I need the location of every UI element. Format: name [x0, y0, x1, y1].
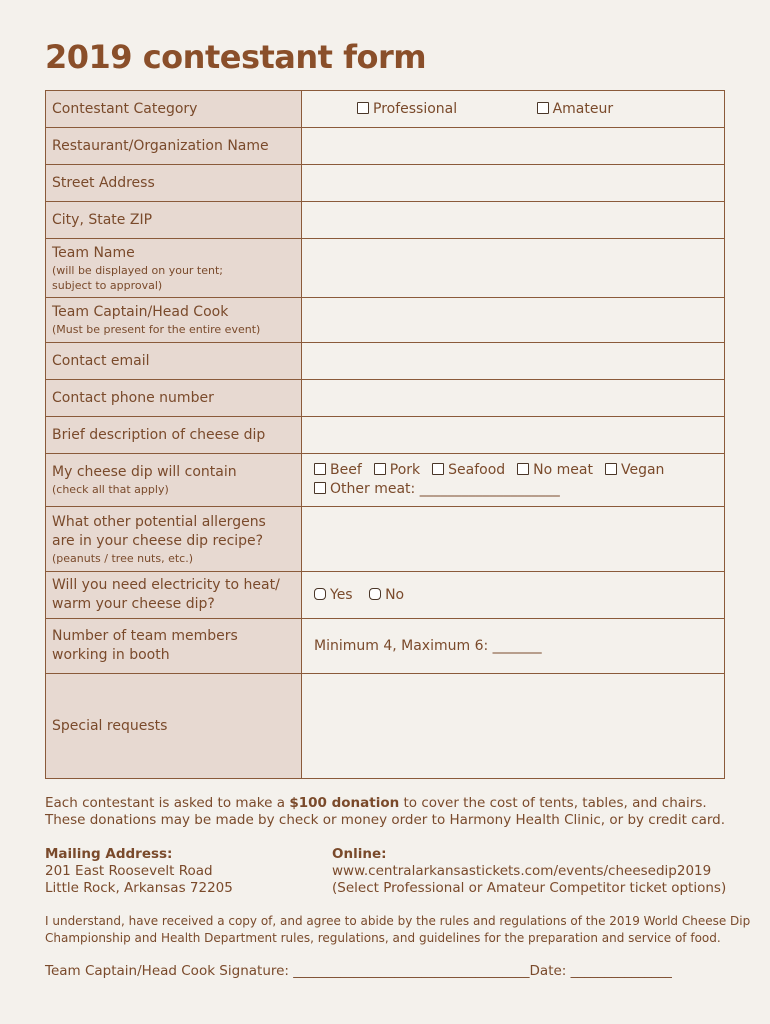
row-city — [46, 202, 725, 239]
note-captain: (Must be present for the entire event) — [52, 323, 261, 336]
donation-text: Each contestant is asked to make a $100 donation to cover the cost of tents, tables, and chairs. These donations may be made by check or money order to Harmony Health Clinic, or by credit card. — [45, 795, 726, 828]
radio-icon[interactable] — [314, 588, 326, 600]
label-special: Special requests — [46, 674, 302, 779]
checkbox-icon[interactable] — [605, 463, 617, 475]
checkbox-icon[interactable] — [517, 463, 529, 475]
captain-field[interactable] — [302, 298, 725, 343]
label-street: Street Address — [46, 165, 302, 202]
row-email — [46, 343, 725, 380]
page-title: 2019 contestant form — [45, 38, 427, 76]
label-members: Number of team members working in booth — [52, 628, 238, 663]
signature-line[interactable]: Team Captain/Head Cook Signature: ___________________________________Date: _______________ — [45, 963, 672, 979]
row-special — [46, 674, 725, 779]
row-contestant-category — [46, 91, 725, 128]
phone-field[interactable] — [302, 380, 725, 417]
option-vegan[interactable]: Vegan — [605, 461, 664, 480]
label-electricity: Will you need electricity to heat/ warm your cheese dip? — [52, 577, 280, 612]
option-pork[interactable]: Pork — [374, 461, 420, 480]
row-phone — [46, 380, 725, 417]
online-heading: Online: — [332, 846, 387, 862]
description-field[interactable] — [302, 417, 725, 454]
agreement-text: I understand, have received a copy of, and agree to abide by the rules and regulations of the 2019 World Cheese Dip Championship and Health Department rules, regulations, and guidelines for the preparation and service of food. — [45, 914, 751, 945]
option-amateur[interactable]: Amateur — [537, 101, 614, 117]
street-field[interactable] — [302, 165, 725, 202]
option-beef[interactable]: Beef — [314, 461, 362, 480]
checkbox-icon[interactable] — [374, 463, 386, 475]
label-team-name: Team Name — [52, 244, 135, 261]
mailing-address: Mailing Address: 201 East Roosevelt Road Little Rock, Arkansas 72205 — [45, 846, 233, 896]
option-other-meat[interactable]: Other meat: ____________________ — [314, 480, 560, 499]
online-info: Online: www.centralarkansastickets.com/events/cheesedip2019 (Select Professional or Amateur Competitor ticket options) — [332, 846, 727, 896]
members-field[interactable]: Minimum 4, Maximum 6: _______ — [302, 619, 725, 674]
contestant-form-table — [45, 90, 725, 779]
note-contains: (check all that apply) — [52, 483, 169, 496]
note-allergens: (peanuts / tree nuts, etc.) — [52, 551, 193, 565]
checkbox-icon[interactable] — [537, 102, 549, 114]
label-contestant-category: Contestant Category — [46, 91, 302, 128]
city-field[interactable] — [302, 202, 725, 239]
label-contains: My cheese dip will contain — [52, 464, 237, 480]
row-members — [46, 619, 725, 674]
option-no-meat[interactable]: No meat — [517, 461, 593, 480]
option-no[interactable]: No — [369, 587, 404, 603]
checkbox-icon[interactable] — [314, 482, 326, 494]
label-description: Brief description of cheese dip — [46, 417, 302, 454]
label-restaurant: Restaurant/Organization Name — [46, 128, 302, 165]
option-yes[interactable]: Yes — [314, 587, 353, 603]
row-allergens — [46, 507, 725, 572]
checkbox-icon[interactable] — [432, 463, 444, 475]
team-name-field[interactable] — [302, 239, 725, 298]
special-field[interactable] — [302, 674, 725, 779]
label-email: Contact email — [46, 343, 302, 380]
checkbox-icon[interactable] — [357, 102, 369, 114]
note-team-name: (will be displayed on your tent; subject to approval) — [52, 263, 224, 292]
radio-icon[interactable] — [369, 588, 381, 600]
row-restaurant — [46, 128, 725, 165]
option-professional[interactable]: Professional — [357, 101, 457, 117]
mailing-heading: Mailing Address: — [45, 846, 173, 862]
donation-amount: $100 donation — [289, 795, 400, 811]
label-phone: Contact phone number — [46, 380, 302, 417]
row-street — [46, 165, 725, 202]
label-captain: Team Captain/Head Cook — [52, 304, 229, 320]
restaurant-field[interactable] — [302, 128, 725, 165]
row-electricity — [46, 572, 725, 619]
row-captain — [46, 298, 725, 343]
row-description — [46, 417, 725, 454]
email-field[interactable] — [302, 343, 725, 380]
allergens-field[interactable] — [302, 507, 725, 572]
row-team-name — [46, 239, 725, 298]
checkbox-icon[interactable] — [314, 463, 326, 475]
option-seafood[interactable]: Seafood — [432, 461, 505, 480]
label-allergens: What other potential allergens are in your cheese dip recipe? — [52, 513, 266, 549]
online-url[interactable]: www.centralarkansastickets.com/events/cheesedip2019 — [332, 863, 712, 879]
row-contains — [46, 454, 725, 507]
label-city: City, State ZIP — [46, 202, 302, 239]
